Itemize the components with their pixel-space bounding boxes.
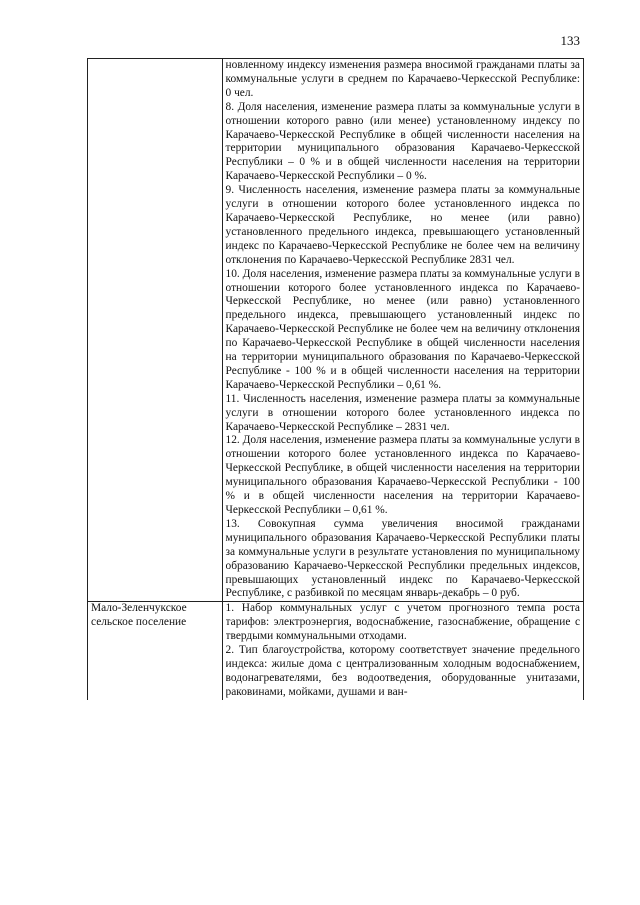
indicator-paragraph: 9. Численность населения, изменение размера платы за коммунальные услуги в отношении которого более установленного индекса по Карачаево-Черкесской Республике, но менее (или равно) установленного предельного индекса, превышающего установленный индекс по Карачаево-Черкесской Республике не более чем на величину отклонения по Карачаево-Черкесской Республике 2831 чел. [225,184,580,266]
indicators-cell [222,59,583,602]
table-row [88,59,584,602]
table-row [88,602,584,700]
indicator-paragraph: новленному индексу изменения размера вносимой гражданами платы за коммунальные услуги в среднем по Карачаево-Черкесской Республике: 0 чел. [225,59,580,99]
indicator-paragraph: 10. Доля населения, изменение размера платы за коммунальные услуги в отношении которого более установленного индекса по Карачаево-Черкесской Республике, но менее (или равно) установленного предельного индекса, превышающего установленный индекс по Карачаево-Черкесской Республике не более чем на величину отклонения по Карачаево-Черкесской Республике в общей численности населения на территории муниципального образования по Карачаево-Черкесской Республике - 100 % и в общей численности населения на территории Карачаево-Черкесской Республики – 0,61 %. [225,267,580,391]
indicator-paragraph: 12. Доля населения, изменение размера платы за коммунальные услуги в отношении которого более установленного индекса по Карачаево-Черкесской Республике, в общей численности населения на территории муниципального образования Карачаево-Черкесской Республики - 100 % и в общей численности населения на территории Карачаево-Черкесской Республики – 0,61 %. [225,434,580,516]
indicators-cell [222,602,583,700]
indicator-paragraph: 13. Совокупная сумма увеличения вносимой гражданами муниципального образования Карачаево-Черкесской Республики платы за коммунальные услуги в результате установления по муниципальному образованию Карачаево-Черкесской Республики предельных индексов, превышающих установленный индекс по Карачаево-Черкесской Республике, с разбивкой по месяцам январь-декабрь – 0 руб. [225,517,580,600]
indicator-paragraph: 1. Набор коммунальных услуг с учетом прогнозного темпа роста тарифов: электроэнергия, водоснабжение, газоснабжение, обращение с твердыми коммунальными отходами. [225,602,580,643]
indicator-paragraph: 2. Тип благоустройства, которому соответствует значение предельного индекса: жилые дома с централизованным холодным водоснабжением, водонагревателями, без водоотведения, оборудованные унитазами, раковинами, мойками, душами и ван- [225,644,580,698]
indicators-continuation [226,602,580,699]
municipality-cell: Мало-Зеленчукское сельское поселение [88,602,223,700]
page-number: 133 [560,33,580,48]
indicator-paragraph: 8. Доля населения, изменение размера платы за коммунальные услуги в отношении которого равно (или менее) установленному индексу по Карачаево-Черкесской Республике в общей численности населения на территории муниципального образования Карачаево-Черкесской Республики – 0 % и в общей численности населения на территории Карачаево-Черкесской Республики – 0 %. [225,100,580,183]
indicator-paragraph: 11. Численность населения, изменение размера платы за коммунальные услуги в отношении которого более установленного индекса по Карачаево-Черкесской Республике – 2831 чел. [225,392,580,433]
municipality-cell [88,59,223,602]
indicators-table [87,58,584,700]
